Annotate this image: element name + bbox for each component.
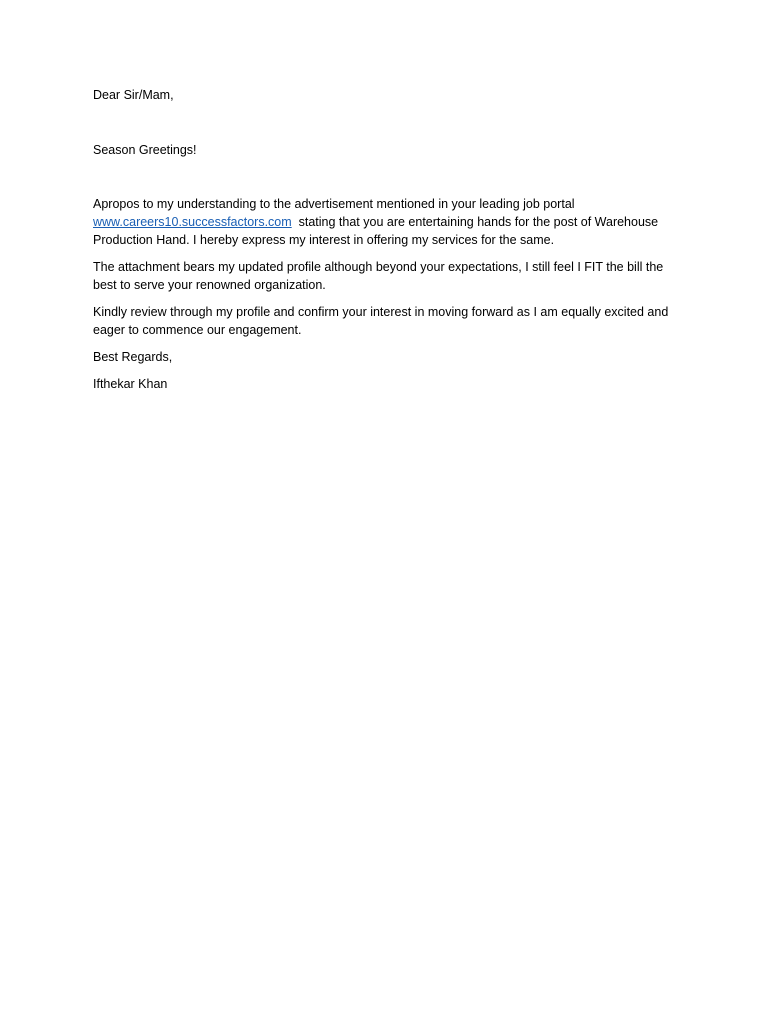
paragraph-interest-rest: stating that you are entertaining hands for the post of Warehouse Production Hand. I hereby express my interest in offering my services for the same. <box>93 215 662 247</box>
letter-body <box>93 86 683 393</box>
closing: Best Regards, <box>93 350 173 364</box>
job-portal-link[interactable]: www.careers10.successfactors.com <box>93 215 292 229</box>
paragraph-interest <box>93 195 683 249</box>
salutation: Dear Sir/Mam, <box>93 88 174 102</box>
paragraph-attachment: The attachment bears my updated profile although beyond your expectations, I still feel I FIT the bill the best to serve your renowned organization. <box>93 260 664 292</box>
signature: Ifthekar Khan <box>93 377 168 391</box>
paragraph-review: Kindly review through my profile and confirm your interest in moving forward as I am equally excited and eager to commence our engagement. <box>93 305 669 337</box>
paragraph-interest-intro: Apropos to my understanding to the advertisement mentioned in your leading job portal <box>93 197 575 211</box>
greeting: Season Greetings! <box>93 143 197 157</box>
